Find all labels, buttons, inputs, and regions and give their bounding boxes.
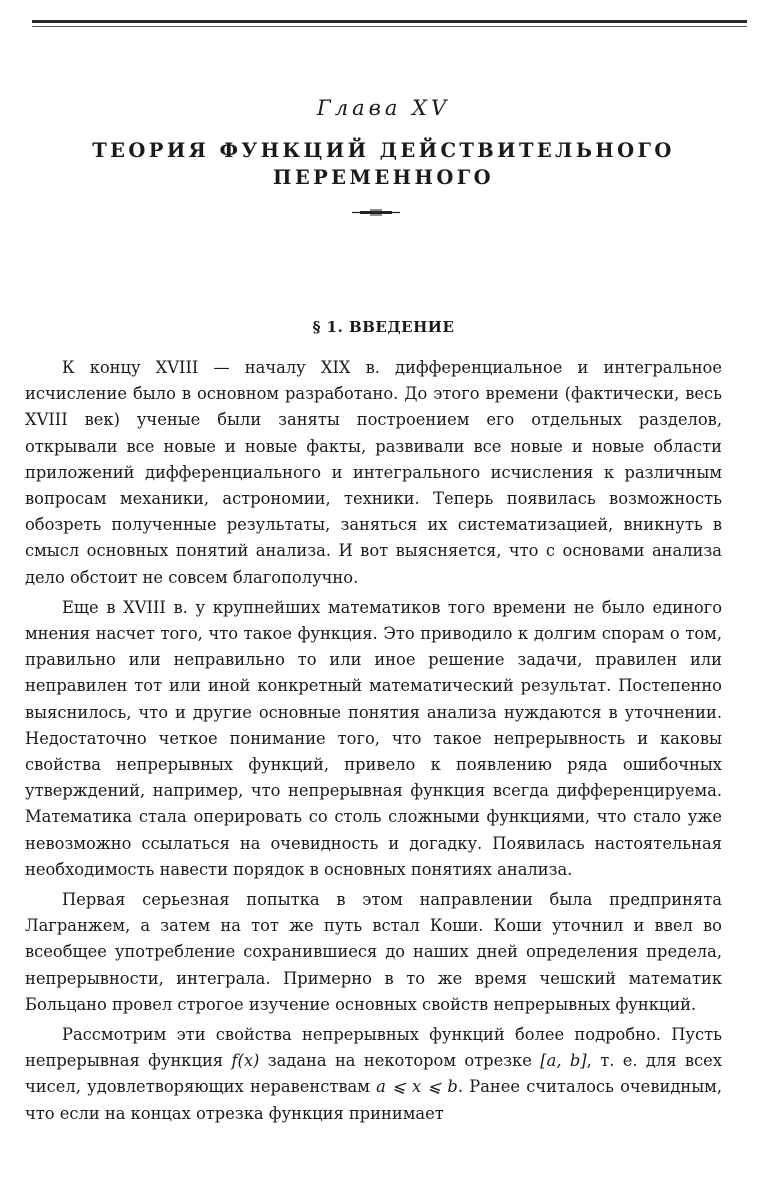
function-expression: f(x): [231, 1051, 260, 1071]
chapter-label: Глава XV: [316, 96, 451, 120]
ornament-divider: [352, 209, 400, 216]
chapter-title: ТЕОРИЯ ФУНКЦИЙ ДЕЙСТВИТЕЛЬНОГО ПЕРЕМЕННОГО: [92, 139, 675, 189]
paragraph-4-text-4: . Ранее считалось очевидным, что если на концах отрезка функция принимает: [25, 1077, 723, 1123]
paragraph-4-text-3: , т. е. для всех чисел, удовлетворяющих неравенствам: [25, 1051, 722, 1097]
interval-expression: [a, b]: [540, 1051, 587, 1071]
inequality-expression: a ⩽ x ⩽ b: [376, 1077, 458, 1097]
body-text: [25, 355, 722, 1127]
paragraph-4: [25, 1022, 722, 1127]
paragraph-2: Еще в XVIII в. у крупнейших математиков того времени не было единого мнения насчет того, что такое функция. Это приводило к долгим спорам о том, правильно или неправильно то или иное решение задачи, правилен или неправилен тот или иной конкретный математический результат. Постепенно выяснилось, что и другие основные понятия анализа нуждаются в уточнении. Недостаточно четкое понимание того, что такое непрерывность и каковы свойства непрерывных функций, привело к появлению ряда ошибочных утверждений, например, что непрерывная функция всегда дифференцируема. Математика стала оперировать со столь сложными функциями, что стало уже невозможно ссылаться на очевидность и догадку. Появилась настоятельная необходимость навести порядок в основных понятиях анализа.: [25, 597, 722, 879]
header-rule: [32, 20, 747, 23]
header-rule-thin: [32, 26, 747, 27]
paragraph-4-text-1: Рассмотрим эти свойства непрерывных функций более подробно. Пусть непрерывная функция: [25, 1025, 722, 1071]
paragraph-4-text-2: задана на некотором отрезке: [259, 1051, 541, 1071]
section-title: § 1. ВВЕДЕНИЕ: [312, 318, 455, 336]
paragraph-3: Первая серьезная попытка в этом направлении была предпринята Лагранжем, а затем на тот же путь встал Коши. Коши уточнил и ввел во всеобщее употребление сохранившиеся до наших дней определения предела, непрерывности, интеграла. Примерно в то же время чешский математик Больцано провел строгое изучение основных свойств непрерывных функций.: [25, 890, 722, 1014]
paragraph-1: К концу XVIII — началу XIX в. дифференциальное и интегральное исчисление было в основном разработано. До этого времени (фактически, весь XVIII век) ученые были заняты построением его отдельных разделов, открывали все новые и новые факты, развивали все новые и новые области приложений дифференциального и интегрального исчисления к различным вопросам механики, астрономии, техники. Теперь появилась возможность обозреть полученные результаты, заняться их систематизацией, вникнуть в смысл основных понятий анализа. И вот выясняется, что с основами анализа дело обстоит не совсем благополучно.: [25, 358, 722, 587]
